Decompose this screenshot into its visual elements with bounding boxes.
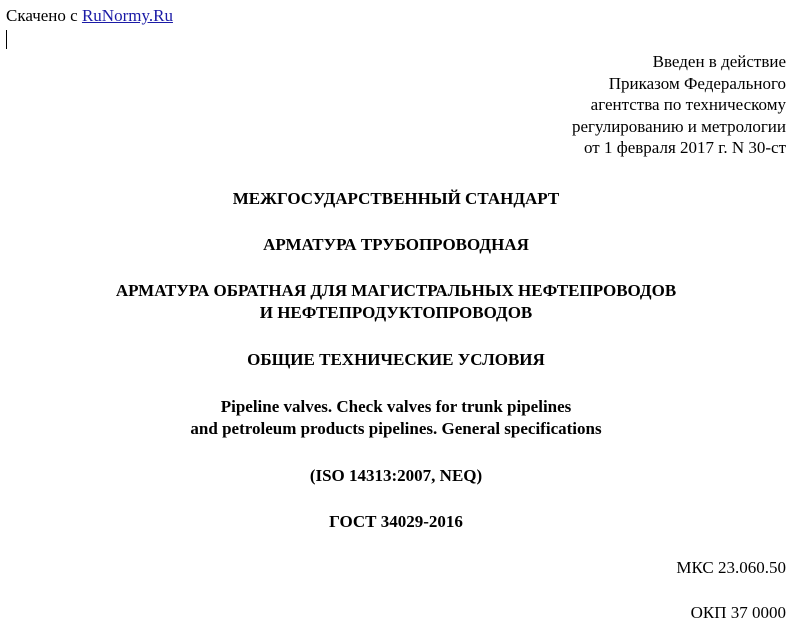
source-line: [6, 5, 173, 27]
text-cursor: [6, 30, 7, 49]
main-title-line: И НЕФТЕПРОДУКТОПРОВОДОВ: [259, 303, 533, 322]
main-title-heading: [0, 280, 792, 324]
group-title-heading: [0, 234, 792, 256]
enactment-line: от 1 февраля 2017 г. N 30-ст: [583, 138, 786, 157]
okp-code: ОКП 37 0000: [690, 603, 786, 622]
mks-code: МКС 23.060.50: [676, 558, 786, 577]
english-title-heading: [0, 396, 792, 440]
enactment-line: Введен в действие: [652, 52, 786, 71]
iso-reference-text: (ISO 14313:2007, NEQ): [309, 466, 483, 485]
subtitle-heading: [0, 349, 792, 371]
source-link[interactable]: RuNormy.Ru: [81, 6, 173, 25]
enactment-line: регулированию и метрологии: [571, 116, 786, 136]
enactment-block: [572, 51, 786, 159]
standard-type-heading: [0, 188, 792, 210]
standard-type-text: МЕЖГОСУДАРСТВЕННЫЙ СТАНДАРТ: [232, 189, 560, 208]
enactment-line: Приказом Федерального: [608, 73, 786, 93]
subtitle-text: ОБЩИЕ ТЕХНИЧЕСКИЕ УСЛОВИЯ: [247, 350, 545, 369]
source-prefix: Скачено с: [6, 6, 82, 25]
gost-number-text: ГОСТ 34029-2016: [329, 512, 463, 531]
gost-number: [0, 511, 792, 533]
iso-reference: [0, 465, 792, 487]
main-title-line: АРМАТУРА ОБРАТНАЯ ДЛЯ МАГИСТРАЛЬНЫХ НЕФТЕПРОВОДОВ: [115, 281, 677, 300]
enactment-line: агентства по техническому: [590, 95, 786, 114]
english-title-line: and petroleum products pipelines. General specifications: [190, 419, 602, 438]
english-title-line: Pipeline valves. Check valves for trunk pipelines: [220, 397, 572, 416]
group-title-text: АРМАТУРА ТРУБОПРОВОДНАЯ: [263, 235, 529, 254]
